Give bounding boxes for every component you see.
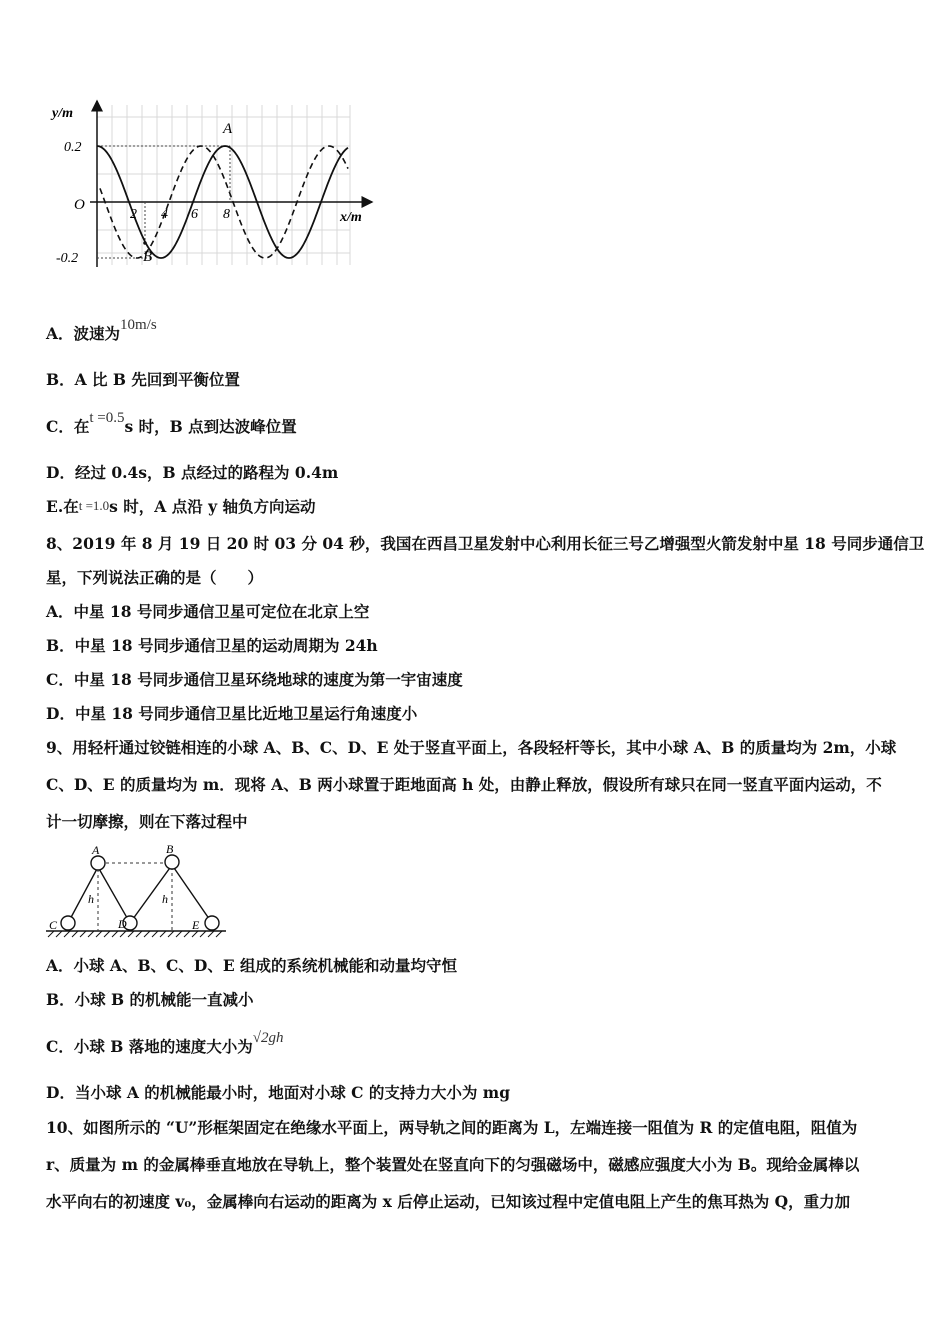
point-b-label: B	[143, 249, 153, 265]
y-axis-label: y/m	[52, 106, 73, 121]
q9-option-c	[46, 1030, 284, 1058]
x-tick-4: 4	[161, 207, 168, 222]
q7-option-a-formula: 10m/s	[120, 317, 157, 333]
label-e: E	[192, 918, 200, 932]
q7-option-a-text: A．波速为	[46, 324, 121, 343]
q7-option-b: B．A 比 B 先回到平衡位置	[46, 370, 240, 389]
q8-option-a: A．中星 18 号同步通信卫星可定位在北京上空	[46, 602, 370, 621]
ball-b	[165, 855, 179, 869]
x-tick-8: 8	[223, 207, 230, 222]
q9-option-c-formula: √2gh	[252, 1030, 284, 1046]
label-d: D	[118, 917, 127, 931]
q8-option-d: D．中星 18 号同步通信卫星比近地卫星运行角速度小	[46, 704, 418, 723]
q9-option-d: D．当小球 A 的机械能最小时，地面对小球 C 的支持力大小为 mg	[46, 1083, 511, 1102]
label-c: C	[49, 918, 58, 932]
origin-label: O	[74, 197, 85, 213]
q7-option-e-prefix: E.在	[46, 497, 79, 516]
label-a: A	[92, 843, 100, 857]
y-tick-top: 0.2	[64, 140, 82, 155]
q7-option-c-suffix: s 时，B 点到达波峰位置	[124, 417, 297, 436]
x-tick-2: 2	[130, 207, 137, 222]
q7-option-e-formula: t =1.0	[78, 498, 110, 513]
ball-e	[205, 916, 219, 930]
q8-option-c: C．中星 18 号同步通信卫星环绕地球的速度为第一宇宙速度	[46, 670, 463, 689]
y-tick-bottom: -0.2	[56, 251, 79, 266]
q7-option-c-formula: t =0.5	[89, 410, 125, 426]
label-h1: h	[88, 892, 94, 906]
label-h2: h	[162, 892, 168, 906]
q9-stem-line1: 9、用轻杆通过铰链相连的小球 A、B、C、D、E 处于竖直平面上，各段轻杆等长，其中小球 A、B 的质量均为 2m，小球	[46, 738, 897, 757]
q10-stem-line1: 10、如图所示的 “U”形框架固定在绝缘水平面上，两导轨之间的距离为 L，左端连接一阻值为 R 的定值电阻，阻值为	[46, 1118, 858, 1137]
wave-graph	[40, 95, 380, 275]
q8-stem-line1: 8、2019 年 8 月 19 日 20 时 03 分 04 秒，我国在西昌卫星发射中心利用长征三号乙增强型火箭发射中星 18 号同步通信卫	[46, 534, 925, 553]
q9-option-b: B．小球 B 的机械能一直减小	[46, 990, 254, 1009]
linkage-figure	[44, 843, 234, 939]
x-tick-6: 6	[191, 207, 198, 222]
q7-option-e-suffix: s 时，A 点沿 y 轴负方向运动	[109, 497, 316, 516]
label-b: B	[166, 843, 174, 856]
q7-option-e	[46, 497, 316, 518]
q7-option-d: D．经过 0.4s，B 点经过的路程为 0.4m	[46, 463, 339, 482]
ball-a	[91, 856, 105, 870]
q8-option-b: B．中星 18 号同步通信卫星的运动周期为 24h	[46, 636, 378, 655]
point-b-marker	[143, 241, 147, 245]
q10-stem-line2: r、质量为 m 的金属棒垂直地放在导轨上，整个装置处在竖直向下的匀强磁场中，磁感应强度大小为 B。现给金属棒以	[46, 1155, 860, 1174]
point-a-label: A	[223, 121, 233, 137]
q8-stem-line2: 星，下列说法正确的是（ ）	[46, 568, 264, 587]
ball-c	[61, 916, 75, 930]
q10-stem-line3: 水平向右的初速度 v₀，金属棒向右运动的距离为 x 后停止运动，已知该过程中定值电阻上产生的焦耳热为 Q，重力加	[46, 1192, 851, 1211]
q9-option-a: A．小球 A、B、C、D、E 组成的系统机械能和动量均守恒	[46, 956, 458, 975]
q7-option-c	[46, 410, 297, 438]
x-axis-label: x/m	[340, 210, 362, 225]
q9-stem-line2: C、D、E 的质量均为 m．现将 A、B 两小球置于距地面高 h 处，由静止释放，假设所有球只在同一竖直平面内运动，不	[46, 775, 882, 794]
q9-option-c-text: C．小球 B 落地的速度大小为	[46, 1037, 253, 1056]
q9-stem-line3: 计一切摩擦，则在下落过程中	[46, 812, 248, 831]
q7-option-a	[46, 317, 157, 345]
q7-option-c-prefix: C．在	[46, 417, 90, 436]
